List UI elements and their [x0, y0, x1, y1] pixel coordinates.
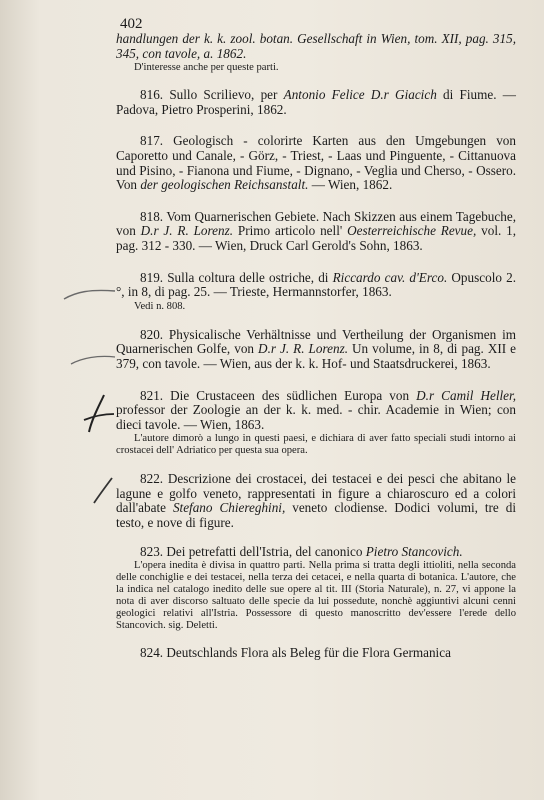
entry-817 — [116, 134, 516, 192]
entry-819 — [116, 271, 516, 313]
pencil-mark-819 — [62, 284, 118, 306]
entry-text: 821. Die Crustaceen des südlichen Europa von D.r Camil Heller, professor der Zoologie an der k. k. med. - chir. Academie in Wien; con dieci tavole. — Wien, 1863. — [116, 387, 517, 432]
entry-note: D'interesse anche per queste parti. — [134, 62, 279, 74]
entry-text: 824. Deutschlands Flora als Beleg für die Flora Germanica — [140, 645, 451, 661]
entry-note: Vedi n. 808. — [134, 300, 186, 312]
entry-text: 822. Descrizione dei crostacei, dei testacei e dei pesci che abitano le lagune e golfo veneto, rappresentati in figure a chiaroscuro ed a colori dall'abate Stefano Chiereghini, veneto clodiense. Dodici volumi, tre di testo, e nove di figure. — [116, 471, 516, 531]
page-text — [116, 32, 516, 678]
entry-intro — [116, 32, 516, 74]
entry-note: L'autore dimorò a lungo in questi paesi, e dichiara di aver fatto speciali studi intorno ai crostacei dell' Adriatico per questa sua opera. — [116, 433, 516, 457]
pencil-mark-820 — [68, 348, 118, 372]
page-number: 402 — [120, 16, 143, 32]
entry-text: 823. Dei petrefatti dell'Istria, del canonico Pietro Stancovich. — [140, 543, 463, 559]
pencil-mark-821 — [82, 392, 116, 436]
entry-text: 820. Physicalische Verhältnisse und Vertheilung der Organismen im Quarnerischen Golfe, von D.r J. R. Lorenz. Un volume, in 8, di pag. XII e 379, con tavole. — Wien, aus der k. k. Hof- und Staatsdruckerei, 1863. — [116, 326, 516, 371]
entry-823 — [116, 545, 516, 633]
entry-818 — [116, 210, 516, 254]
entry-824 — [116, 646, 516, 661]
entry-821 — [116, 389, 516, 458]
entry-816 — [116, 88, 516, 117]
entry-text: handlungen der k. k. zool. botan. Gesellschaft in Wien, tom. XII, pag. 315, 345, con tavole, a. 1862. — [116, 31, 516, 61]
entry-text: 816. Sullo Scrilievo, per Antonio Felice D.r Giacich di Fiume. — Padova, Pietro Prosperini, 1862. — [116, 87, 516, 117]
entry-820 — [116, 328, 516, 372]
entry-822 — [116, 472, 516, 530]
entry-text: 817. Geologisch - colorirte Karten aus den Umgebungen von Caporetto und Canale, - Görz, - Triest, - Laas und Pinguente, - Cittanuova und Pisino, - Fianona und Fiume, - Dignano, - Veglia und Cherso, - Ossero. Von der geologischen Reichsanstalt. — Wien, 1862. — [116, 133, 516, 193]
entry-text: 818. Vom Quarnerischen Gebiete. Nach Skizzen aus einem Tagebuche, von D.r J. R. Lorenz. Primo articolo nell' Oesterreichische Revue, vol. 1, pag. 312 - 330. — Wien, Druck Carl Gerold's Sohn, 1863. — [116, 208, 517, 253]
entry-text: 819. Sulla coltura delle ostriche, di Riccardo cav. d'Erco. Opuscolo 2.°, in 8, di pag. 25. — Trieste, Hermannstorfer, 1863. — [116, 269, 516, 300]
entry-note: L'opera inedita è divisa in quattro parti. Nella prima si tratta degli ittioliti, nella seconda delle conchiglie e dei testacei, nella terza dei cetacei, e nella quarta di botanica. L'autore, che la indica nel catalogo inedito delle sue opere al tit. III (Storia Naturale), n. 27, vi appone la nota di aver discorso saltuato delle specie da lui possedute, nonchè aggiuntivi alcuni cenni geologici relativi all'Istria. Possessore di questo manoscritto dev'essere l'erede dello Stancovich. sig. Deletti. — [116, 560, 516, 632]
